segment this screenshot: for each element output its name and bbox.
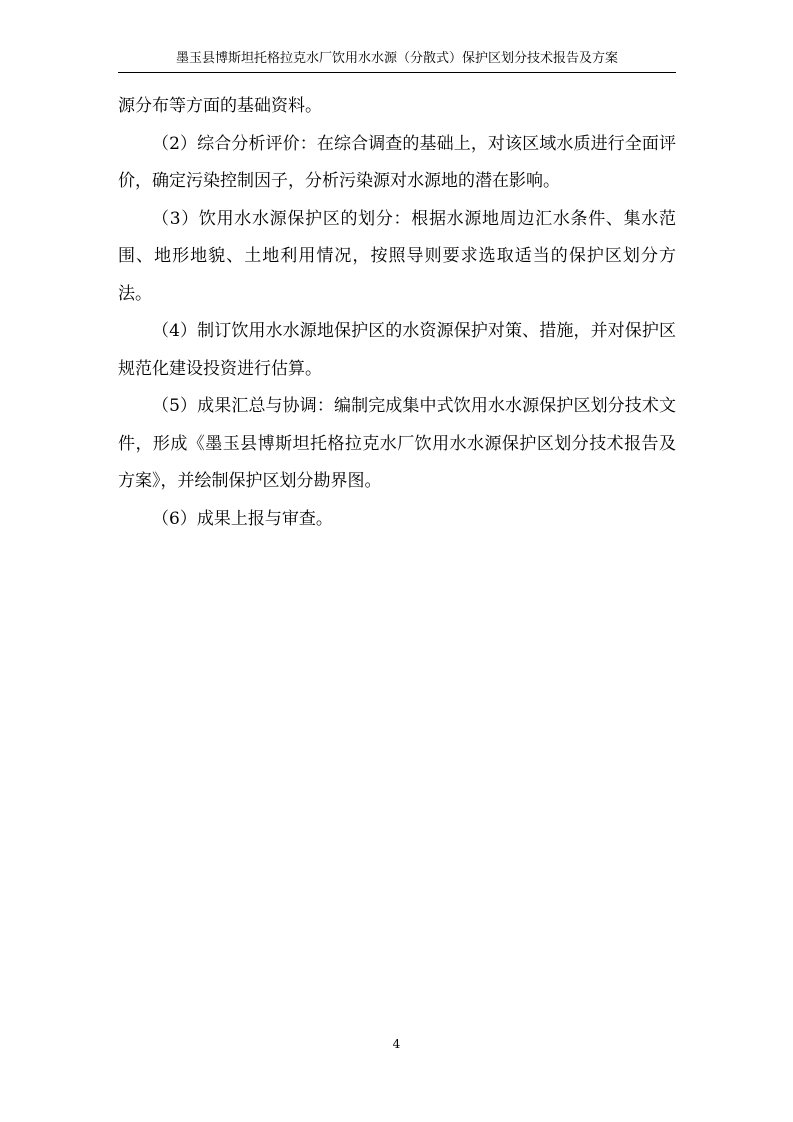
report-title: 墨玉县博斯坦托格拉克水厂饮用水水源（分散式）保护区划分技术报告及方案 (175, 51, 618, 66)
paragraph-item-6: （6）成果上报与审查。 (152, 508, 333, 529)
paragraph-item-3: （3）饮用水水源保护区的划分：根据水源地周边汇水条件、集水范围、地形地貌、土地利用情况，按照导则要求选取适当的保护区划分方法。 (118, 208, 676, 304)
page-header (118, 48, 676, 73)
paragraph-item-5: （5）成果汇总与协调：编制完成集中式饮用水水源保护区划分技术文件，形成《墨玉县博斯坦托格拉克水厂饮用水水源保护区划分技术报告及方案》，并绘制保护区划分勘界图。 (118, 396, 676, 491)
body-text (118, 88, 676, 538)
paragraph-item-2: （2）综合分析评价：在综合调查的基础上，对该区域水质进行全面评价，确定污染控制因子，分析污染源对水源地的潜在影响。 (118, 133, 676, 191)
paragraph-item-4: （4）制订饮用水水源地保护区的水资源保护对策、措施，并对保护区规范化建设投资进行估算。 (118, 321, 676, 379)
paragraph-continuation: 源分布等方面的基础资料。 (118, 96, 322, 116)
page-number: 4 (392, 1037, 401, 1051)
